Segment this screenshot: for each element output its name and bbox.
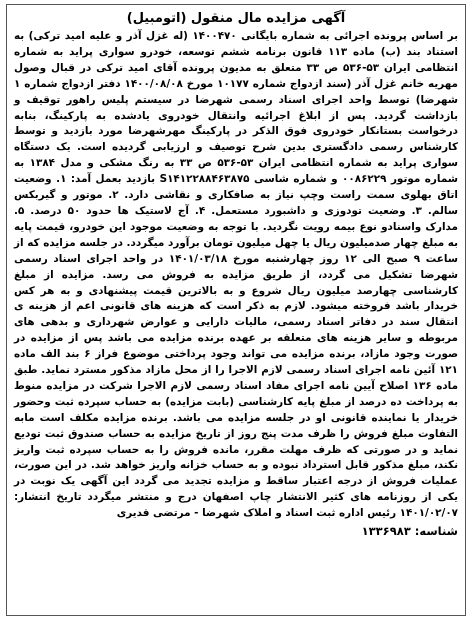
notice-title: آگهی مزایده مال منقول (اتومبیل) (126, 11, 346, 26)
tracking-id (14, 523, 458, 540)
notice-body: بر اساس پرونده اجرائی به شماره بایگانی ۱۴۰۰۴۷۰ (له غزل آذر و علیه امید ترکی) به استناد بند (ب) ماده ۱۱۳ قانون برنامه ششم توسعه، خودرو سواری پراید به شماره انتظامی ایران ۵۳-۵۳۶ ص ۳۳ متعلق به مدیون پرونده آقای امید ترکی در قبال وصول مهریه خانم غزل آذر (سند ازدواج شماره ۱۰۱۷۷ مورخ ۱۴۰۰/۰۸/۰۸ دفتر ازدواج شماره ۱ شهرضا) توسط واحد اجرای اسناد رسمی شهرضا در سیستم پلیس راهور توقیف و بازداشت گردید. پس از ابلاغ اجرائیه وانتقال خودروی یادشده به پارکینگ، بنابه درخواست بستانکار خودروی فوق الذکر در پارکینگ مهرشهرضا مورد بازدید و توسط کارشناس رسمی دادگستری بدین شرح توصیف و ارزیابی گردیده است. یک دستگاه سواری پراید به شماره انتظامی ایران ۵۳-۵۳۶ ص ۳۳ به رنگ مشکی و مدل ۱۳۸۴ به شماره موتور ۰۰۸۶۲۲۹ و شماره شاسی S۱۴۱۲۲۸۸۴۶۳۸۷۵ بازدید بعمل آمد: ۱. وضعیت اتاق بهلوی سمت راست وچپ نیاز به صافکاری و نقاشی دارد. ۲. موتور و گیربکس سالم. ۳. وضعیت تودوزی و داشبورد مستعمل. ۴. آج لاستیک ها حدود ۵۰ درصد. ۵. مدارک واسنادو نوع بیمه رویت نگردید. با توجه به وضعیت موجود این خودرو، قیمت پایه به مبلغ چهار صدمیلیون ریال یا چهل میلیون تومان برآورد میگردد. در جلسه مزایده که از ساعت ۹ صبح الی ۱۲ روز چهارشنبه مورخ ۱۴۰۱/۰۳/۱۸ در واحد اجرای اسناد رسمی شهرضا تشکیل می گردد، از طریق مزایده به فروش می رسد. مزایده از مبلغ کارشناسی چهارصد میلیون ریال شروع و به بالاترین قیمت پیشنهادی و به هر کس خریدار باشد فروخته میشود. لازم به ذکر است که هزینه های قانونی اعم از هزینه ی انتقال سند در دفاتر اسناد رسمی، مالیات دارایی و عوارض شهرداری و بدهی های مربوطه و سایر هزینه های متعلقه بر عهده برنده مزایده می باشد پس از مزایده در صورت وجود مازاد، برنده مزایده می تواند وجود پرداختی موضوع فراز ۶ بند الف ماده ۱۲۱ آئین نامه اجرای اسناد رسمی لازم الاجرا را از محل مازاد مذکور مسترد نماید. طبق ماده ۱۳۶ اصلاح آیین نامه اجرای مفاد اسناد رسمی لازم الاجرا شرکت در مزایده منوط به پرداخت ده درصد از مبلغ پایه کارشناسی (بابت مزایده) به حساب سپرده ثبت وحضور خریدار یا نماینده قانونی او در جلسه مزایده می باشد. برنده مزایده مکلف است مابه التفاوت مبلغ فروش را ظرف مدت پنج روز از تاریخ مزایده به حساب صندوق ثبت تودیع نماید و در صورتی که ظرف مهلت مقرر، مانده فروش را به حساب سپرده ثبت واریز نکند، مبلغ مذکور قابل استرداد نبوده و به حساب خزانه واریز خواهد شد. در این صورت، عملیات فروش از درجه اعتبار ساقط و مزایده تجدید می گردد این آگهی یک نوبت در یکی از روزنامه های کثیر الانتشار چاپ اصفهان درج و منتشر میگردد تاریخ انتشار: ۱۴۰۱/۰۲/۰۷ رئیس اداره ثبت اسناد و املاک شهرضا - مرتضی قدیری (14, 30, 458, 520)
tracking-label: شناسه: (414, 524, 458, 539)
tracking-number: ۱۳۳۶۹۸۳ (361, 524, 411, 539)
auction-notice (6, 4, 466, 616)
